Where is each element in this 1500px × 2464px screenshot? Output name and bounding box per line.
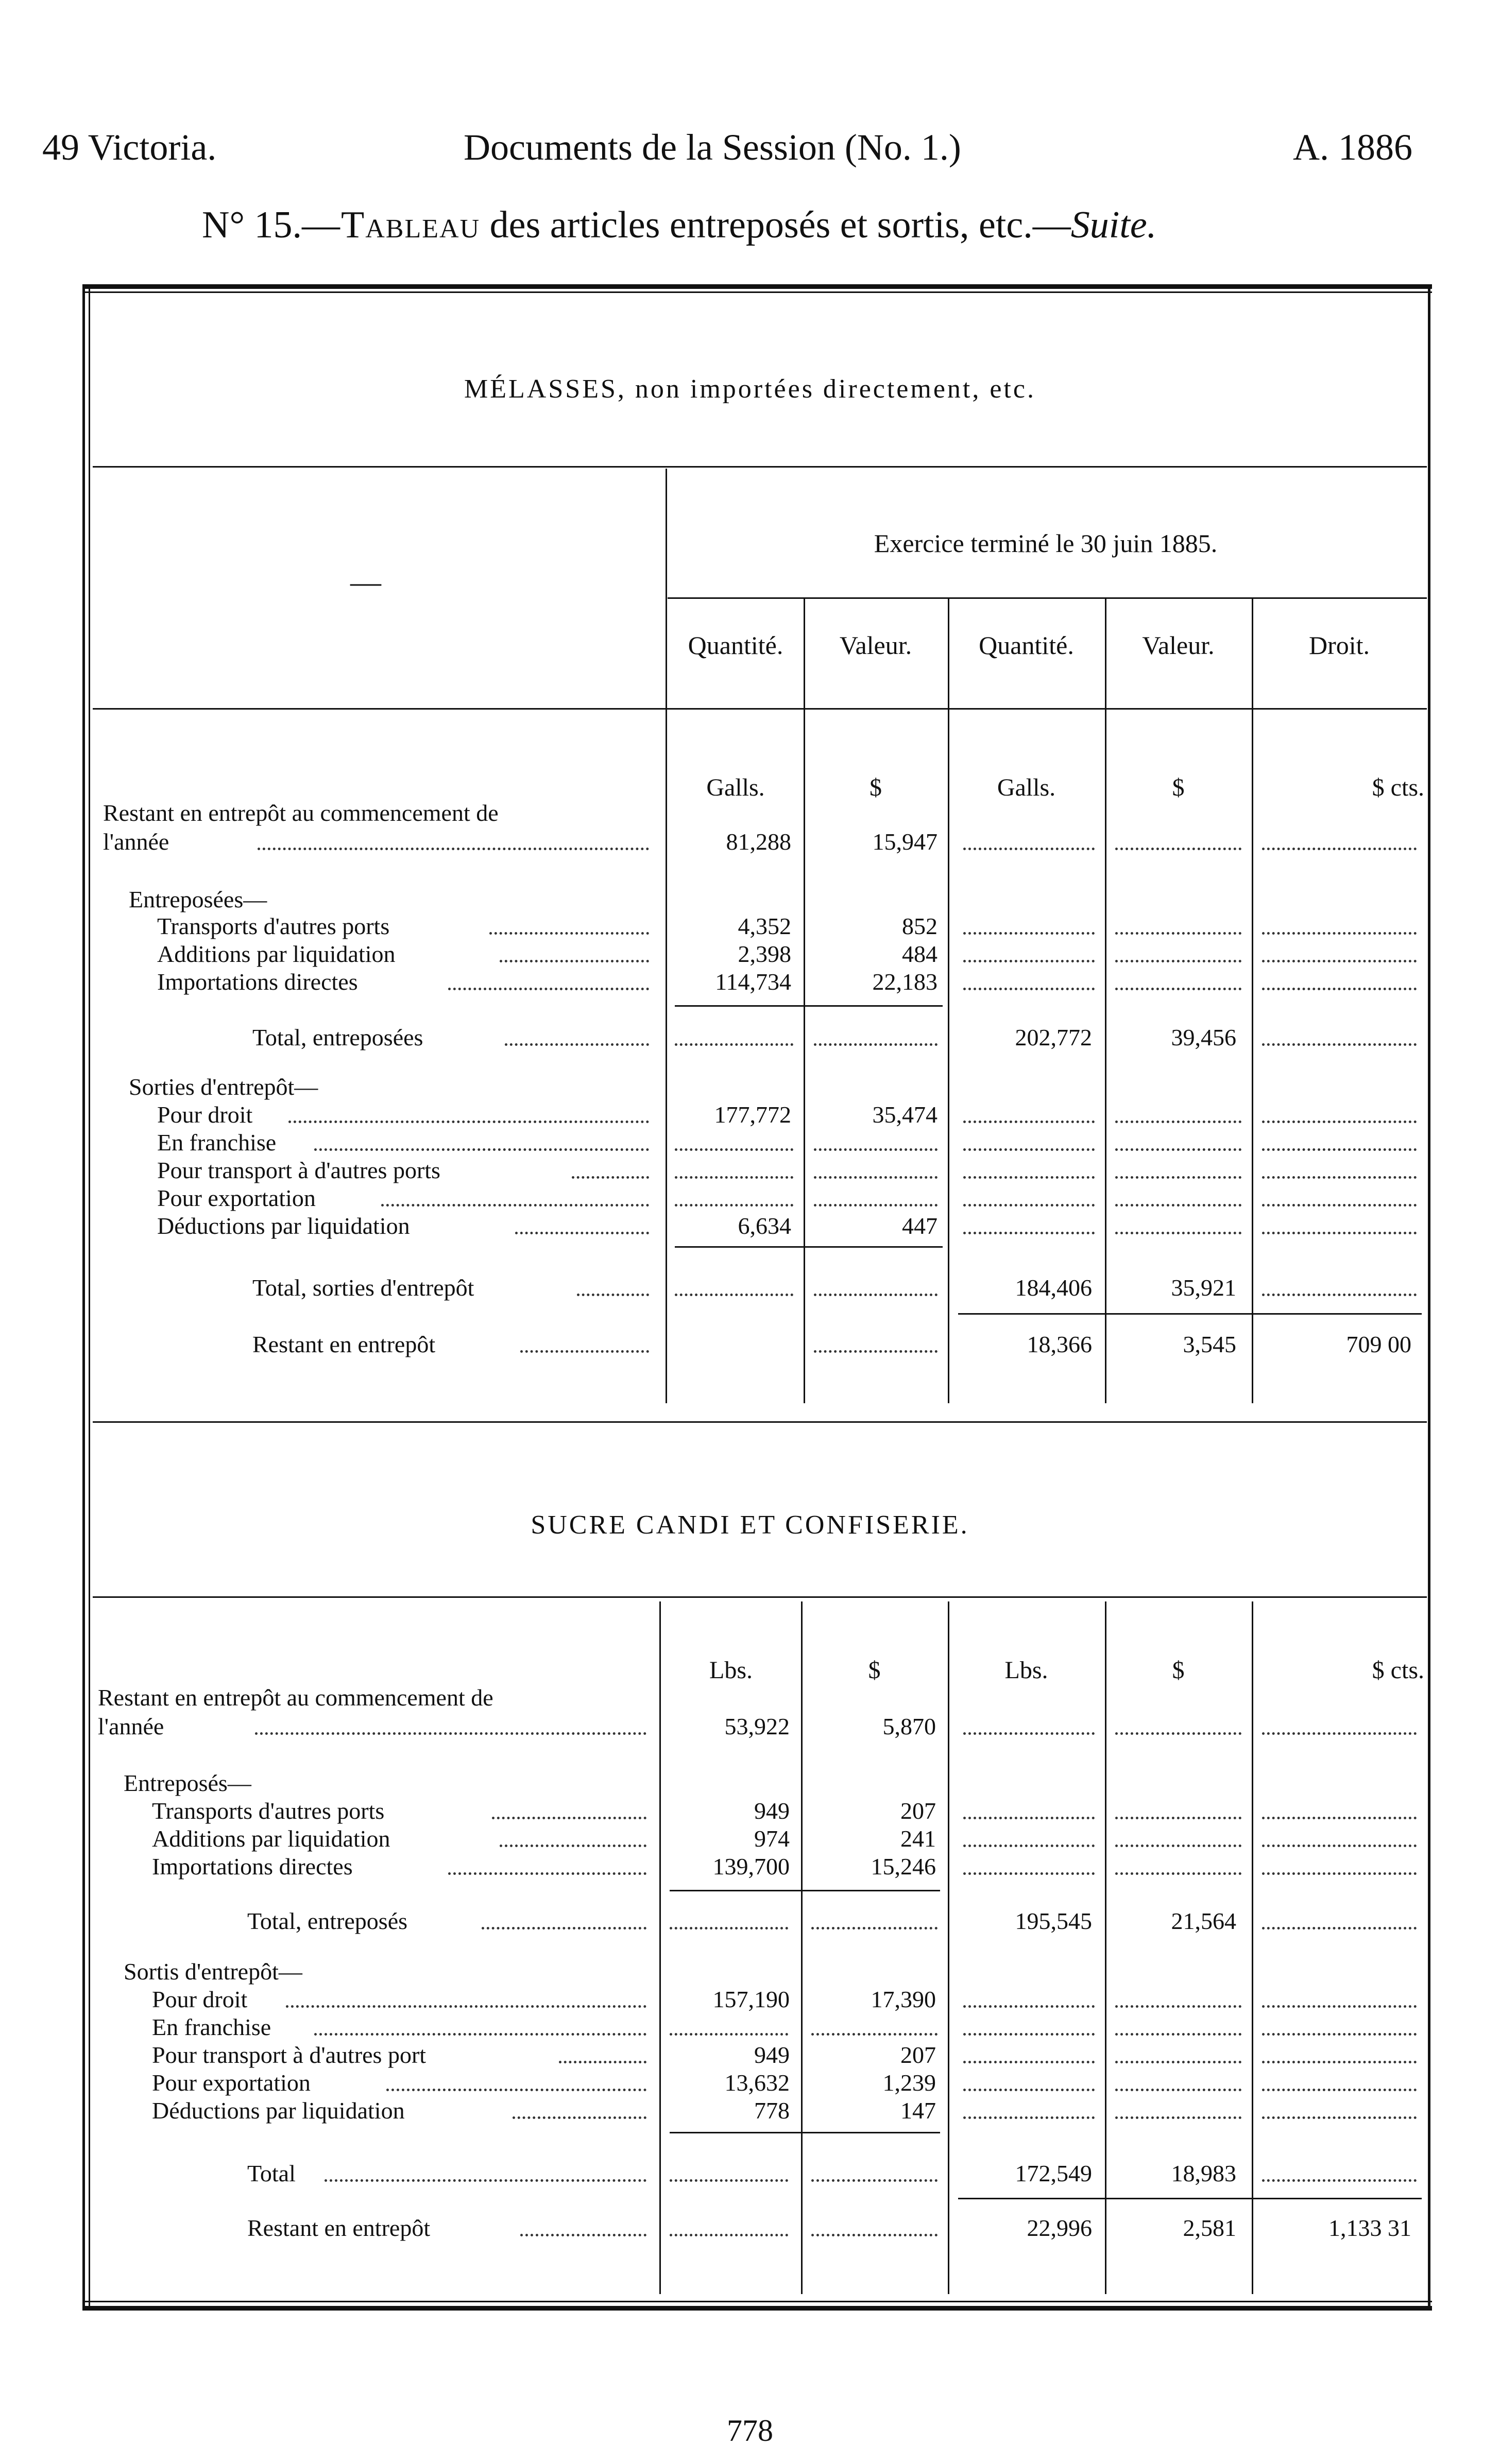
leader-dots [963, 2116, 1095, 2119]
leader-dots [963, 1204, 1095, 1207]
row-label-restant-l1: Restant en entrepôt au commencement de [98, 1684, 493, 1711]
col-header-valeur-2: Valeur. [1142, 631, 1215, 660]
row-label-importations: Importations directes [157, 969, 358, 995]
unit-dollar-1: $ [868, 1657, 881, 1684]
leader-dots [520, 2234, 646, 2236]
cell-additions-valeur: 241 [900, 1825, 936, 1852]
sucre-title-rule [93, 1596, 1427, 1598]
melasses-vline-4 [1252, 597, 1253, 1403]
cell-restant-fin-valeur: 2,581 [1183, 2215, 1236, 2241]
leader-dots [482, 1927, 646, 1929]
leader-dots [515, 1232, 649, 1234]
leader-dots [675, 1148, 793, 1151]
leader-dots [963, 1845, 1095, 1847]
row-label-total-entreposes: Total, entreposés [247, 1908, 408, 1934]
unit-lbs-2: Lbs. [1004, 1657, 1048, 1684]
leader-dots [670, 2234, 788, 2236]
row-label-total: Total [247, 2160, 296, 2186]
frame-top-rule-2 [82, 291, 1432, 293]
leader-dots [513, 2116, 646, 2119]
cell-deductions-valeur: 147 [900, 2097, 936, 2124]
unit-dollar-2: $ [1172, 774, 1185, 801]
frame-left-rule-2 [89, 284, 90, 2311]
leader-dots [1262, 1204, 1417, 1207]
subtotal-rule [958, 2198, 1422, 2199]
header-right: A. 1886 [1293, 127, 1412, 168]
header-left: 49 Victoria. [42, 127, 217, 168]
subtitle-lead: —Tableau [302, 204, 481, 246]
col-header-quantite-2: Quantité. [979, 631, 1074, 660]
subtitle-rest: des articles entreposés et sortis, etc.— [480, 204, 1071, 246]
col-header-quantite-1: Quantité. [688, 631, 783, 660]
melasses-vline-1 [804, 597, 805, 1403]
leader-dots [814, 1204, 937, 1207]
row-label-transports: Transports d'autres ports [157, 913, 390, 939]
leader-dots [489, 932, 649, 935]
unit-lbs-1: Lbs. [709, 1657, 753, 1684]
leader-dots [1115, 1732, 1241, 1735]
leader-dots [1262, 2005, 1417, 2008]
unit-dollar-1: $ [870, 774, 882, 801]
leader-dots [572, 1176, 649, 1179]
sucre-vline-stub [659, 1601, 661, 2294]
row-label-restant-l1: Restant en entrepôt au commencement de [103, 800, 499, 826]
leader-dots [811, 2234, 937, 2236]
leader-dots [1262, 932, 1417, 935]
row-label-sorties: Sorties d'entrepôt— [129, 1074, 318, 1100]
sucre-vline-4 [1252, 1601, 1253, 2294]
subtitle-suite: Suite. [1070, 204, 1157, 246]
leader-dots [1262, 2089, 1417, 2091]
row-label-sortis: Sortis d'entrepôt— [124, 1958, 302, 1985]
cell-importations-quantite: 139,700 [712, 1853, 790, 1880]
col-header-valeur-1: Valeur. [839, 631, 912, 660]
cell-importations-quantite: 114,734 [715, 969, 791, 995]
leader-dots [505, 1043, 649, 1046]
leader-dots [314, 1148, 649, 1151]
cell-transports-quantite: 949 [754, 1798, 790, 1824]
leader-dots [1115, 1845, 1241, 1847]
cell-restant-fin-droit: 709 00 [1346, 1331, 1411, 1357]
cell-restant-fin-quantite: 18,366 [1027, 1331, 1092, 1357]
leader-dots [1262, 1043, 1417, 1046]
cell-deductions-quantite: 6,634 [738, 1213, 791, 1239]
row-label-pour-transport: Pour transport à d'autres port [152, 2042, 427, 2068]
leader-dots [963, 1732, 1095, 1735]
exercise-rule [668, 597, 1427, 599]
leader-dots [963, 1148, 1095, 1151]
cell-additions-quantite: 2,398 [738, 941, 791, 967]
frame-right-rule [1428, 284, 1430, 2311]
leader-dots [670, 1927, 788, 1929]
leader-dots [1262, 2033, 1417, 2036]
leader-dots [1115, 1817, 1241, 1819]
row-label-total-sorties: Total, sorties d'entrepôt [252, 1274, 474, 1301]
frame-bottom-rule [82, 2301, 1432, 2302]
leader-dots [1115, 848, 1241, 850]
leader-dots [286, 2005, 646, 2008]
leader-dots [1262, 1927, 1417, 1929]
leader-dots [1115, 1176, 1241, 1179]
leader-dots [1115, 2061, 1241, 2063]
leader-dots [500, 1845, 646, 1847]
leader-dots [1262, 1121, 1417, 1123]
leader-dots [963, 1817, 1095, 1819]
row-label-importations: Importations directes [152, 1853, 353, 1880]
leader-dots [963, 988, 1095, 990]
cell-total-entreposes-quantite: 195,545 [1015, 1908, 1092, 1934]
leader-dots [1115, 2033, 1241, 2036]
leader-dots [675, 1294, 793, 1296]
cell-pour-droit-valeur: 35,474 [872, 1101, 937, 1128]
leader-dots [448, 1872, 646, 1875]
leader-dots [1262, 1232, 1417, 1234]
page-number: 778 [727, 2414, 773, 2448]
leader-dots [675, 1204, 793, 1207]
subtotal-rule [670, 2132, 940, 2133]
leader-dots [963, 848, 1095, 850]
cell-total-entreposees-valeur: 39,456 [1171, 1024, 1236, 1050]
leader-dots [963, 1121, 1095, 1123]
melasses-vline-stub [666, 469, 667, 1403]
leader-dots [811, 2179, 937, 2182]
leader-dots [1262, 848, 1417, 850]
row-label-restant-l2: l'année [98, 1713, 164, 1739]
cell-pour-exportation-quantite: 13,632 [724, 2070, 790, 2096]
row-label-entreposees: Entreposées— [129, 886, 267, 912]
leader-dots [1115, 1204, 1241, 1207]
row-label-pour-exportation: Pour exportation [152, 2070, 311, 2096]
leader-dots [1262, 1732, 1417, 1735]
melasses-title: MÉLASSES, non importées directement, etc. [464, 374, 1036, 404]
leader-dots [1262, 1294, 1417, 1296]
cell-restant-fin-droit: 1,133 31 [1328, 2215, 1411, 2241]
row-label-restant-fin: Restant en entrepôt [252, 1331, 436, 1357]
subtotal-rule [670, 1890, 940, 1891]
cell-transports-quantite: 4,352 [738, 913, 791, 939]
cell-restant-valeur: 5,870 [882, 1713, 936, 1739]
cell-total-entreposees-quantite: 202,772 [1015, 1024, 1092, 1050]
cell-importations-valeur: 15,246 [871, 1853, 936, 1880]
cell-deductions-quantite: 778 [754, 2097, 790, 2124]
stub-dash: — [350, 565, 381, 599]
leader-dots [814, 1350, 937, 1353]
row-label-pour-transport: Pour transport à d'autres ports [157, 1157, 440, 1183]
leader-dots [500, 960, 649, 962]
leader-dots [1115, 988, 1241, 990]
cell-restant-valeur: 15,947 [872, 829, 937, 855]
leader-dots [1115, 932, 1241, 935]
cell-pour-droit-quantite: 157,190 [712, 1986, 790, 2012]
leader-dots [1262, 988, 1417, 990]
leader-dots [1115, 960, 1241, 962]
leader-dots [520, 1350, 649, 1353]
column-header-rule [93, 708, 1427, 710]
leader-dots [1115, 1121, 1241, 1123]
cell-additions-quantite: 974 [754, 1825, 790, 1852]
sucre-vline-2 [948, 1601, 949, 2294]
row-label-restant-fin: Restant en entrepôt [247, 2215, 431, 2241]
cell-additions-valeur: 484 [902, 941, 937, 967]
row-label-total-entreposees: Total, entreposées [252, 1024, 423, 1050]
leader-dots [381, 1204, 649, 1207]
cell-total-quantite: 172,549 [1015, 2160, 1092, 2186]
leader-dots [963, 2033, 1095, 2036]
leader-dots [814, 1043, 937, 1046]
leader-dots [1262, 1845, 1417, 1847]
cell-total-sorties-quantite: 184,406 [1015, 1274, 1092, 1301]
cell-total-valeur: 18,983 [1171, 2160, 1236, 2186]
cell-transports-valeur: 207 [900, 1798, 936, 1824]
leader-dots [386, 2089, 646, 2091]
cell-restant-quantite: 81,288 [726, 829, 791, 855]
unit-galls-1: Galls. [706, 774, 765, 801]
leader-dots [1115, 1148, 1241, 1151]
exercise-title: Exercice terminé le 30 juin 1885. [874, 529, 1218, 558]
section-divider-rule [93, 1421, 1427, 1423]
leader-dots [559, 2061, 646, 2063]
row-label-pour-droit: Pour droit [152, 1986, 248, 2012]
cell-total-sorties-valeur: 35,921 [1171, 1274, 1236, 1301]
leader-dots [448, 988, 649, 990]
leader-dots [1115, 1872, 1241, 1875]
leader-dots [258, 848, 649, 850]
leader-dots [963, 1872, 1095, 1875]
leader-dots [963, 2089, 1095, 2091]
cell-restant-quantite: 53,922 [724, 1713, 790, 1739]
unit-dollar-2: $ [1172, 1657, 1185, 1684]
sucre-vline-3 [1105, 1601, 1106, 2294]
leader-dots [1115, 1232, 1241, 1234]
unit-dollar-cts: $ cts. [1372, 1657, 1424, 1684]
subtotal-rule [958, 1313, 1422, 1315]
table-subtitle [202, 206, 1156, 244]
leader-dots [963, 2061, 1095, 2063]
leader-dots [314, 2033, 646, 2036]
leader-dots [1262, 2116, 1417, 2119]
leader-dots [963, 2005, 1095, 2008]
row-label-pour-droit: Pour droit [157, 1101, 253, 1128]
subtotal-rule [675, 1246, 943, 1248]
leader-dots [1262, 960, 1417, 962]
leader-dots [811, 2033, 937, 2036]
subtotal-rule [675, 1005, 943, 1007]
cell-importations-valeur: 22,183 [872, 969, 937, 995]
row-label-entreposes: Entreposés— [124, 1770, 251, 1796]
leader-dots [1115, 2005, 1241, 2008]
leader-dots [1262, 1148, 1417, 1151]
row-label-en-franchise: En franchise [152, 2014, 271, 2040]
leader-dots [1262, 1176, 1417, 1179]
leader-dots [255, 1732, 646, 1735]
leader-dots [963, 1176, 1095, 1179]
leader-dots [814, 1176, 937, 1179]
unit-galls-2: Galls. [997, 774, 1056, 801]
frame-left-rule [82, 284, 85, 2311]
leader-dots [1115, 2116, 1241, 2119]
row-label-deductions: Déductions par liquidation [152, 2097, 405, 2124]
row-label-restant-l2: l'année [103, 829, 169, 855]
leader-dots [675, 1043, 793, 1046]
leader-dots [963, 932, 1095, 935]
leader-dots [288, 1121, 649, 1123]
row-label-deductions: Déductions par liquidation [157, 1213, 410, 1239]
sucre-title: SUCRE CANDI ET CONFISERIE. [531, 1510, 969, 1540]
leader-dots [577, 1294, 649, 1296]
melasses-title-rule [93, 466, 1427, 468]
sucre-vline-1 [801, 1601, 803, 2294]
frame-top-rule [82, 284, 1432, 289]
cell-pour-droit-quantite: 177,772 [714, 1101, 791, 1128]
cell-restant-fin-quantite: 22,996 [1027, 2215, 1092, 2241]
leader-dots [670, 2179, 788, 2182]
cell-total-entreposes-valeur: 21,564 [1171, 1908, 1236, 1934]
leader-dots [492, 1817, 646, 1819]
leader-dots [325, 2179, 646, 2182]
cell-pour-transport-quantite: 949 [754, 2042, 790, 2068]
frame-bottom-rule-2 [82, 2306, 1432, 2311]
header-center: Documents de la Session (No. 1.) [464, 127, 961, 168]
cell-pour-exportation-valeur: 1,239 [882, 2070, 936, 2096]
leader-dots [1262, 1872, 1417, 1875]
unit-dollar-cts: $ cts. [1372, 774, 1424, 801]
row-label-en-franchise: En franchise [157, 1129, 277, 1156]
col-header-droit: Droit. [1308, 631, 1370, 660]
leader-dots [1262, 2179, 1417, 2182]
leader-dots [814, 1294, 937, 1296]
subtitle-number: N° 15. [202, 204, 302, 246]
row-label-transports: Transports d'autres ports [152, 1798, 385, 1824]
leader-dots [963, 960, 1095, 962]
cell-restant-fin-valeur: 3,545 [1183, 1331, 1236, 1357]
cell-pour-transport-valeur: 207 [900, 2042, 936, 2068]
row-label-pour-exportation: Pour exportation [157, 1185, 316, 1211]
cell-pour-droit-valeur: 17,390 [871, 1986, 936, 2012]
leader-dots [963, 1232, 1095, 1234]
row-label-additions: Additions par liquidation [157, 941, 396, 967]
leader-dots [1115, 2089, 1241, 2091]
leader-dots [814, 1148, 937, 1151]
leader-dots [675, 1176, 793, 1179]
leader-dots [1262, 2061, 1417, 2063]
row-label-additions: Additions par liquidation [152, 1825, 390, 1852]
cell-transports-valeur: 852 [902, 913, 937, 939]
leader-dots [670, 2033, 788, 2036]
leader-dots [1262, 1817, 1417, 1819]
cell-deductions-valeur: 447 [902, 1213, 937, 1239]
leader-dots [811, 1927, 937, 1929]
